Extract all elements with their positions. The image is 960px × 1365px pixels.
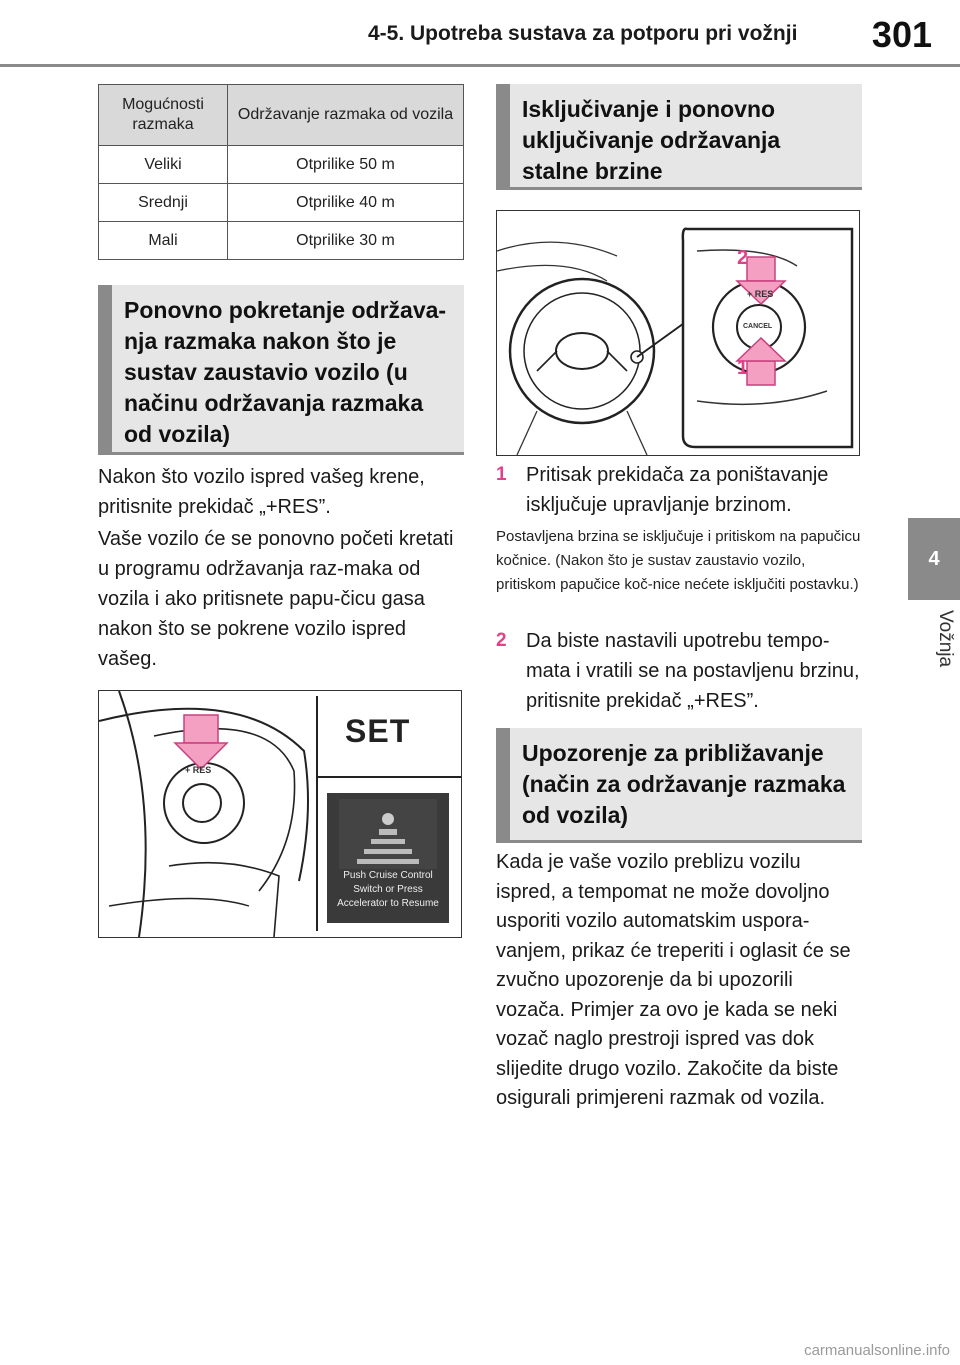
callout-2: 2 [737, 247, 749, 269]
step-number: 1 [496, 464, 507, 485]
table-cell: Otprilike 40 m [228, 184, 464, 222]
restart-paragraph-2: Vaše vozilo će se ponovno početi kretati u programu održavanja raz-maka od vozila i ako pritisnete papu-čicu gasa nakon što se pokrene vozilo ispred vašeg. [98, 528, 454, 670]
table-cell: Otprilike 50 m [228, 146, 464, 184]
restart-section-heading: Ponovno pokretanje održava-nja razmaka nakon što je sustav zaustavio vozilo (u načinu održavanja razmaka od vozila) [98, 285, 464, 455]
warning-paragraph: Kada je vaše vozilo preblizu vozilu ispred, a tempomat ne može dovoljno usporiti vozilo automatskim uspora-vanjem, prikaz će treperiti i oglasit će se zvučno upozorenje da bi upozorili vozača. Primjer za ovo je kada se neki vozač naglo prestroji ispred vas dok slijedite drugo vozilo. Zakočite da biste osigurali primjereni razmak od vozila. [496, 851, 851, 1109]
warning-section-heading: Upozorenje za približavanje (način za održavanje razmaka od vozila) [496, 728, 862, 843]
resume-message-text: Push Cruise Control Switch or Press Accelerator to Resume [337, 870, 439, 909]
table-header-row [99, 85, 464, 146]
watermark-text: carmanualsonline.info [804, 1342, 950, 1359]
table-cell: Srednji [99, 184, 228, 222]
step-number: 2 [496, 630, 507, 651]
cancel-switch-label: CANCEL [743, 323, 773, 330]
table-row [99, 222, 464, 260]
res-switch-label: + RES [747, 289, 774, 299]
table-cell: Veliki [99, 146, 228, 184]
step-2 [496, 626, 864, 716]
res-switch-label: + RES [185, 765, 212, 775]
callout-1: 1 [737, 357, 749, 379]
set-indicator-label: SET [345, 713, 411, 749]
chapter-tab[interactable]: 4 [908, 518, 960, 600]
step-text: Pritisak prekidača za poništavanje isključuje upravljanje brzinom. [526, 464, 829, 516]
table-header-cell: Mogućnosti razmaka [99, 85, 228, 146]
res-switch-figure [98, 690, 462, 938]
cancel-section-heading: Isključivanje i ponovno uključivanje održavanja stalne brzine [496, 84, 862, 190]
step-text: Da biste nastavili upotrebu tempo-mata i vratili se na postavljenu brzinu, pritisnite prekidač „+RES”. [526, 630, 860, 712]
table-row [99, 146, 464, 184]
cancel-note: Postavljena brzina se isključuje i pritiskom na papučicu kočnice. (Nakon što je sustav zaustavio vozilo, pritiskom papučice koč-nice nećete isključiti postavku.) [496, 528, 861, 593]
step-1 [496, 460, 864, 520]
distance-settings-table [98, 84, 464, 260]
table-cell: Otprilike 30 m [228, 222, 464, 260]
chapter-label: Vožnja [935, 610, 956, 668]
section-header-title: 4-5. Upotreba sustava za potporu pri vožnji [368, 22, 798, 45]
table-header-cell: Održavanje razmaka od vozila [228, 85, 464, 146]
cancel-switch-figure [496, 210, 860, 456]
page-number: 301 [871, 14, 932, 55]
table-row [99, 184, 464, 222]
table-cell: Mali [99, 222, 228, 260]
restart-paragraph-1: Nakon što vozilo ispred vašeg krene, pritisnite prekidač „+RES”. [98, 466, 425, 518]
steering-wheel-right-illustration [497, 211, 859, 455]
header-divider [0, 64, 960, 67]
